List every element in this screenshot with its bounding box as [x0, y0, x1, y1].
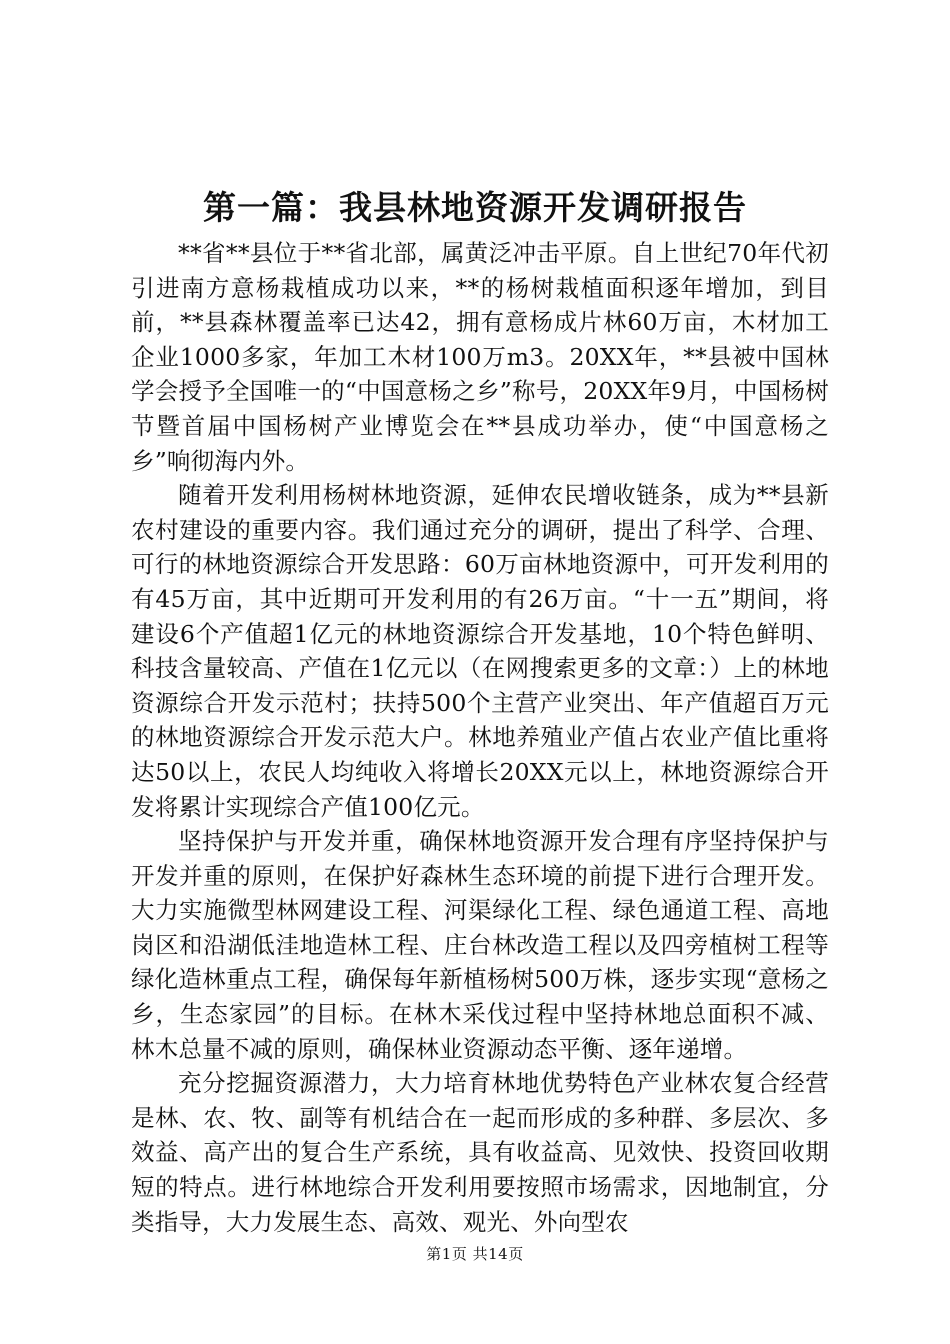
paragraph-2: 随着开发利用杨树林地资源，延伸农民增收链条，成为**县新农村建设的重要内容。我们通过充分的调研，提出了科学、合理、可行的林地资源综合开发思路：60万亩林地资源中，可开发利用的有45万亩，其中近期可开发利用的有26万亩。“十一五”期间，将建设6个产值超1亿元的林地资源综合开发基地，10个特色鲜明、科技含量较高、产值在1亿元以（在网搜索更多的文章：）上的林地资源综合开发示范村；扶持500个主营产业突出、年产值超百万元的林地资源综合开发示范大户。林地养殖业产值占农业产值比重将达50以上，农民人均纯收入将增长20XX元以上，林地资源综合开发将累计实现综合产值100亿元。: [131, 481, 829, 821]
document-title: 第一篇：我县林地资源开发调研报告: [203, 188, 747, 227]
document-body: [131, 236, 829, 1239]
paragraph-1: **省**县位于**省北部，属黄泛冲击平原。自上世纪70年代初引进南方意杨栽植成功以来，**的杨树栽植面积逐年增加，到目前，**县森林覆盖率已达42，拥有意杨成片林60万亩，木材加工企业1000多家，年加工木材100万m3。20XX年，**县被中国林学会授予全国唯一的“中国意杨之乡”称号，20XX年9月，中国杨树节暨首届中国杨树产业博览会在**县成功举办，使“中国意杨之乡”响彻海内外。: [131, 239, 829, 475]
paragraph-3: 坚持保护与开发并重，确保林地资源开发合理有序坚持保护与开发并重的原则，在保护好森林生态环境的前提下进行合理开发。大力实施微型林网建设工程、河渠绿化工程、绿色通道工程、高地岗区和沿湖低洼地造林工程、庄台林改造工程以及四旁植树工程等绿化造林重点工程，确保每年新植杨树500万株，逐步实现“意杨之乡，生态家园”的目标。在林木采伐过程中坚持林地总面积不减、林木总量不减的原则，确保林业资源动态平衡、逐年递增。: [131, 827, 829, 1063]
paragraph-4: 充分挖掘资源潜力，大力培育林地优势特色产业林农复合经营是林、农、牧、副等有机结合在一起而形成的多种群、多层次、多效益、高产出的复合生产系统，具有收益高、见效快、投资回收期短的特点。进行林地综合开发利用要按照市场需求，因地制宜，分类指导，大力发展生态、高效、观光、外向型农: [131, 1069, 829, 1236]
page-number-footer: 第1页 共14页: [426, 1245, 524, 1263]
